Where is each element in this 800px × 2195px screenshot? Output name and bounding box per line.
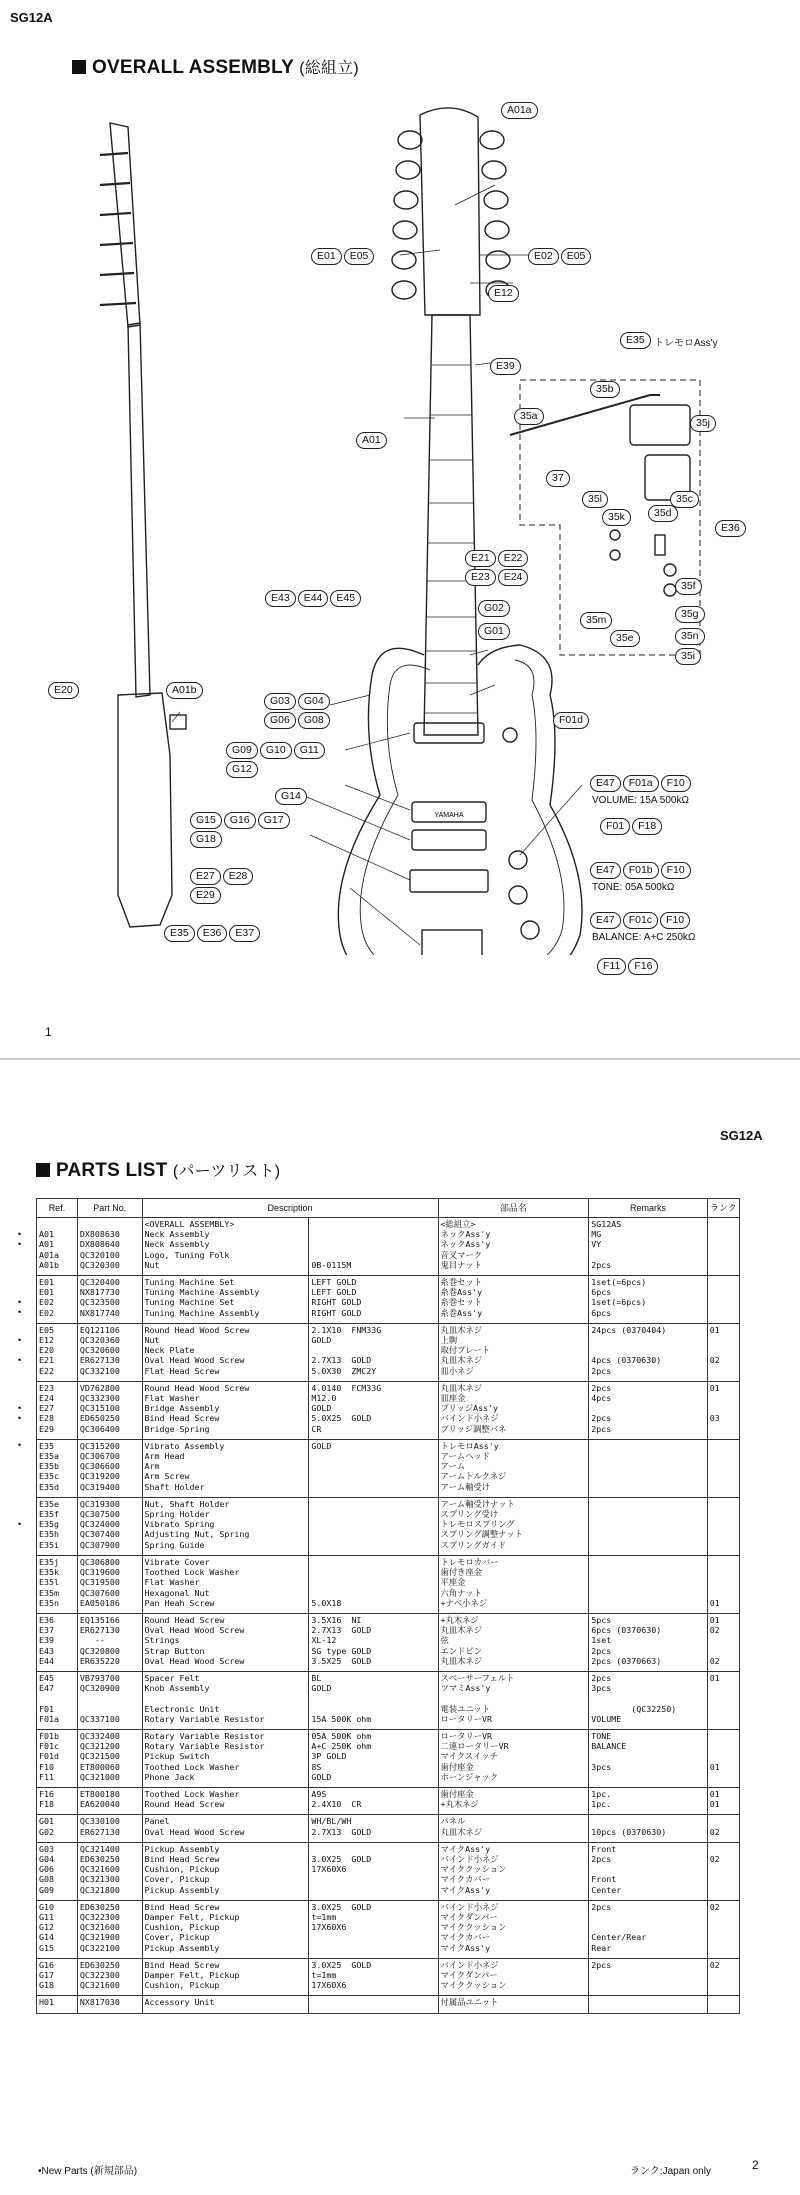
new-part-markers: • (18, 1518, 22, 1529)
cell-rank: 01 (707, 1729, 739, 1787)
callout-label: 35e (610, 630, 640, 647)
cell-spec: WH/BL/WH 2.7X13 GOLD (309, 1815, 438, 1842)
new-part-markers: • (18, 1440, 22, 1451)
frets (425, 365, 478, 713)
cell-rank (707, 1218, 739, 1276)
cell-rank: 02 (707, 1815, 739, 1842)
cell-part: VD762800 QC332300 QC315100 ED650250 QC306400 (77, 1381, 142, 1439)
table-row (37, 1671, 740, 1729)
cell-spec: LEFT GOLD LEFT GOLD RIGHT GOLD RIGHT GOLD (309, 1276, 438, 1324)
callout-label: E35 (164, 925, 195, 942)
callout-label: 35j (690, 415, 716, 432)
callout-label: A01b (166, 682, 203, 699)
callout-e21 (465, 550, 528, 567)
callout-g01 (478, 623, 510, 640)
pickup-rear (412, 830, 486, 850)
callout-35i (675, 648, 701, 665)
cell-rank (707, 1439, 739, 1497)
table-row (37, 1218, 740, 1276)
callout-e47c (590, 912, 690, 929)
callout-35e (610, 630, 640, 647)
callout-label: F16 (628, 958, 658, 975)
cell-remarks: 5pcs 6pcs (0370630) 1set 2pcs 2pcs (0370663) (589, 1613, 707, 1671)
cell-rank: 01 01 (707, 1787, 739, 1814)
cell-ref: E23 E24 E27 E28 E29 (37, 1381, 78, 1439)
cell-jp: スペーサーフェルト ツマミAss'y 電装ユニット ロータリーVR (438, 1671, 589, 1729)
callout-35m (580, 612, 612, 629)
cell-remarks (589, 1497, 707, 1555)
cell-spec: 05A 500K ohm A+C 250K ohm 3P GOLD 8S GOLD (309, 1729, 438, 1787)
title-text: OVERALL ASSEMBLY (92, 57, 294, 78)
cell-part: NX817030 (77, 1996, 142, 2013)
bridge (410, 870, 488, 892)
cell-part: ED630250 QC322300 QC321600 (77, 1958, 142, 1996)
callout-label: 35a (514, 408, 544, 425)
table-row (37, 1787, 740, 1814)
cell-desc: Bind Head Screw Damper Felt, Pickup Cushion, Pickup Cover, Pickup Pickup Assembly (142, 1900, 309, 1958)
cell-ref: E35j E35k E35l E35m E35n (37, 1555, 78, 1613)
knob-tone (509, 886, 527, 904)
cell-desc: Round Head Wood Screw Nut Neck Plate Oval Head Wood Screw Flat Head Screw (142, 1323, 309, 1381)
cell-rank (707, 1996, 739, 2013)
col-part-no: Part No. (77, 1199, 142, 1218)
callout-f01d (553, 712, 589, 729)
cell-desc: Panel Oval Head Wood Screw (142, 1815, 309, 1842)
callout-label: G06 (264, 712, 296, 729)
callout-label: F01 (600, 818, 630, 835)
callout-label: E22 (498, 550, 529, 567)
cell-spec: 3.0X25 GOLD 17X60X6 (309, 1842, 438, 1900)
callout-35l (582, 491, 608, 508)
col-rank: ランク (707, 1199, 739, 1218)
footnote-new-parts: •New Parts (新規部品) (38, 2166, 138, 2177)
callout-label: E23 (465, 569, 496, 586)
callout-a01b (166, 682, 203, 699)
cell-rank: 01 (707, 1555, 739, 1613)
table-header (37, 1199, 740, 1218)
col-ref: Ref. (37, 1199, 78, 1218)
cell-remarks (589, 1996, 707, 2013)
table-row (37, 1996, 740, 2013)
cell-spec: 2.1X10 FNM33G GOLD 2.7X13 GOLD 5.0X30 ZMC2Y (309, 1323, 438, 1381)
cell-rank (707, 1497, 739, 1555)
cell-rank (707, 1276, 739, 1324)
callout-e01 (311, 248, 374, 265)
cell-spec (309, 1497, 438, 1555)
callout-label: F01d (553, 712, 589, 729)
cell-desc: <OVERALL ASSEMBLY> Neck Assembly Neck Assembly Logo, Tuning Folk Nut (142, 1218, 309, 1276)
callout-label: A01 (356, 432, 387, 449)
table-row (37, 1842, 740, 1900)
callout-label: E45 (330, 590, 361, 607)
callout-e36 (715, 520, 746, 537)
parts-list-title (36, 1158, 280, 1182)
cell-ref: E01 E01 E02 E02 (37, 1276, 78, 1324)
cell-rank: 01 (707, 1671, 739, 1729)
callout-label: 35b (590, 381, 620, 398)
callout-e35 (620, 332, 651, 349)
callout-label: F01c (623, 912, 658, 929)
cell-desc: Round Head Wood Screw Flat Washer Bridge Assembly Bind Head Screw Bridge Spring (142, 1381, 309, 1439)
callout-e39 (490, 358, 521, 375)
cell-jp: パネル 丸皿木ネジ (438, 1815, 589, 1842)
callout-label: F01b (623, 862, 659, 879)
callout-label: G09 (226, 742, 258, 759)
cell-spec: 4.0140 FCM33G M12.0 GOLD 5.0X25 GOLD CR (309, 1381, 438, 1439)
callout-g12 (226, 761, 258, 778)
cell-desc: Rotary Variable Resistor Rotary Variable Resistor Pickup Switch Toothed Lock Washer Phone Jack (142, 1729, 309, 1787)
new-part-markers: • • (18, 1228, 22, 1249)
callout-e12 (488, 285, 519, 302)
cell-part: QC330100 ER627130 (77, 1815, 142, 1842)
cell-jp: トレモロカバー 歯付き座金 平座金 六角ナット +ナベ小ネジ (438, 1555, 589, 1613)
cell-spec: GOLD (309, 1439, 438, 1497)
callout-label: E47 (590, 775, 621, 792)
cell-remarks: 2pcs Center/Rear Rear (589, 1900, 707, 1958)
cell-ref: G03 G04 G06 G08 G09 (37, 1842, 78, 1900)
guitar-diagram (0, 95, 800, 955)
callout-label: F10 (661, 775, 691, 792)
cell-desc: Vibrate Cover Toothed Lock Washer Flat Washer Hexagonal Nut Pan Heah Screw (142, 1555, 309, 1613)
callout-label: E44 (298, 590, 329, 607)
cell-spec: A9S 2.4X10 CR (309, 1787, 438, 1814)
table-row (37, 1497, 740, 1555)
cell-ref: E45 E47 F01 F01a (37, 1671, 78, 1729)
callout-35j (690, 415, 716, 432)
callout-g09 (226, 742, 325, 759)
callout-label: G12 (226, 761, 258, 778)
cell-rank: 02 (707, 1958, 739, 1996)
callout-label: G02 (478, 600, 510, 617)
side-view-neck (128, 323, 150, 697)
callout-label: E47 (590, 912, 621, 929)
callout-a01 (356, 432, 387, 449)
callout-label: G03 (264, 693, 296, 710)
callout-label: E37 (229, 925, 260, 942)
callout-label: G11 (294, 742, 325, 759)
parts-title-text: PARTS LIST (56, 1160, 168, 1181)
switch (503, 728, 517, 742)
callout-label: G08 (298, 712, 330, 729)
callout-label: E27 (190, 868, 221, 885)
callout-label: E01 (311, 248, 342, 265)
callout-label: G01 (478, 623, 510, 640)
cell-rank: 02 (707, 1900, 739, 1958)
callout-label: E29 (190, 887, 221, 904)
callout-label: E21 (465, 550, 496, 567)
cell-desc: Accessory Unit (142, 1996, 309, 2013)
callout-label: G04 (298, 693, 330, 710)
callout-label: E02 (528, 248, 559, 265)
callout-label: F01a (623, 775, 659, 792)
page-number-2: 2 (752, 2158, 759, 2172)
cell-part: ED630250 QC322300 QC321600 QC321900 QC322100 (77, 1900, 142, 1958)
table-row (37, 1439, 740, 1497)
cell-spec (309, 1996, 438, 2013)
cell-part: VB793700 QC320900 QC337100 (77, 1671, 142, 1729)
callout-e20 (48, 682, 79, 699)
pickup-logo: YAMAHA (434, 812, 464, 819)
cell-part: QC321400 ED630250 QC321600 QC321300 QC321800 (77, 1842, 142, 1900)
headstock (420, 108, 480, 315)
callout-label: 37 (546, 470, 570, 487)
table-row (37, 1900, 740, 1958)
cell-remarks: TONE BALANCE 3pcs (589, 1729, 707, 1787)
page-divider (0, 1058, 800, 1060)
cell-jp: マイクAss'y バインド小ネジ マイククッション マイクカバー マイクAss'y (438, 1842, 589, 1900)
cell-ref: E35 E35a E35b E35c E35d (37, 1439, 78, 1497)
knob-volume (509, 851, 527, 869)
callout-g02 (478, 600, 510, 617)
cell-jp: +丸木ネジ 丸皿木ネジ 弦 エンドピン 丸皿木ネジ (438, 1613, 589, 1671)
col-description: Description (142, 1199, 438, 1218)
cell-ref: G10 G11 G12 G14 G15 (37, 1900, 78, 1958)
callout-label: F10 (661, 862, 691, 879)
cell-desc: Pickup Assembly Bind Head Screw Cushion, Pickup Cover, Pickup Pickup Assembly (142, 1842, 309, 1900)
callout-label: A01a (501, 102, 538, 119)
table-row (37, 1555, 740, 1613)
cell-part: QC319300 QC307500 QC324000 QC307400 QC307900 (77, 1497, 142, 1555)
callout-37 (546, 470, 570, 487)
callout-label: G15 (190, 812, 222, 829)
cell-part: ET800180 EA620040 (77, 1787, 142, 1814)
cell-remarks (589, 1439, 707, 1497)
cell-ref: G16 G17 G18 (37, 1958, 78, 1996)
callout-a01a (501, 102, 538, 119)
cell-remarks: 2pcs 4pcs 2pcs 2pcs (589, 1381, 707, 1439)
callout-label: 35f (675, 578, 702, 595)
callout-e43 (265, 590, 361, 607)
cell-desc: Tuning Machine Set Tuning Machine Assembly Tuning Machine Set Tuning Machine Assembly (142, 1276, 309, 1324)
parts-title-jp: (パーツリスト) (172, 1163, 281, 1180)
cell-spec: 3.5X16 NI 2.7X13 GOLD XL-12 SG type GOLD 3.5X25 GOLD (309, 1613, 438, 1671)
cell-ref: E05 E12 E20 E21 E22 (37, 1323, 78, 1381)
cell-rank: 01 02 (707, 1323, 739, 1381)
callout-35d (648, 505, 678, 522)
cell-jp: 付属品ユニット (438, 1996, 589, 2013)
cell-part: QC315200 QC306700 QC306600 QC319200 QC319400 (77, 1439, 142, 1497)
table-row (37, 1729, 740, 1787)
table-row (37, 1958, 740, 1996)
balance-note: BALANCE: A+C 250kΩ (592, 932, 696, 943)
model-label-page2: SG12A (720, 1128, 763, 1143)
cell-jp: 丸皿木ネジ 上駒 取付プレート 丸皿木ネジ 皿小ネジ (438, 1323, 589, 1381)
knob-balance (521, 921, 539, 939)
cell-ref: A01 A01 A01a A01b (37, 1218, 78, 1276)
callout-label: E28 (223, 868, 254, 885)
callout-g06 (264, 712, 330, 729)
cell-remarks: 2pcs 3pcs (QC32250) VOLUME (589, 1671, 707, 1729)
callout-label: 35i (675, 648, 701, 665)
callout-label: F11 (597, 958, 626, 975)
cell-part: QC320400 NX817730 QC323500 NX817740 (77, 1276, 142, 1324)
tremolo-plate (630, 405, 690, 445)
cell-jp: 歯付座金 +丸木ネジ (438, 1787, 589, 1814)
table-row (37, 1323, 740, 1381)
cell-ref: E35e E35f E35g E35h E35i (37, 1497, 78, 1555)
callout-label: E35 (620, 332, 651, 349)
cell-remarks: 24pcs (0370404) 4pcs (0370630) 2pcs (589, 1323, 707, 1381)
callout-35a (514, 408, 544, 425)
callout-e35b (164, 925, 260, 942)
callout-f11 (597, 958, 658, 975)
cell-ref: E36 E37 E39 E43 E44 (37, 1613, 78, 1671)
callout-label: E24 (498, 569, 529, 586)
callout-label: 35l (582, 491, 608, 508)
callout-e29 (190, 887, 221, 904)
cell-jp: ロータリーVR 二連ロータリーVR マイクスイッチ 歯付座金 ホーンジャック (438, 1729, 589, 1787)
callout-label: E05 (344, 248, 375, 265)
cell-remarks: 1pc. 1pc. (589, 1787, 707, 1814)
callout-label: E39 (490, 358, 521, 375)
cell-spec: 3.0X25 GOLD t=1mm 17X60X6 (309, 1900, 438, 1958)
cell-remarks (589, 1555, 707, 1613)
callout-e47b (590, 862, 691, 879)
heading-square-icon (36, 1163, 50, 1177)
tuner-pegs (392, 131, 510, 299)
body-binding (360, 660, 564, 955)
cell-desc: Spacer Felt Knob Assembly Electronic Unit Rotary Variable Resistor (142, 1671, 309, 1729)
cell-ref: H01 (37, 1996, 78, 2013)
cell-spec: BL GOLD 15A 500K ohm (309, 1671, 438, 1729)
cell-jp: バインド小ネジ マイクダンパー マイククッション マイクカバー マイクAss'y (438, 1900, 589, 1958)
callout-label: E20 (48, 682, 79, 699)
col-remarks: Remarks (589, 1199, 707, 1218)
footnote-rank: ランク:Japan only (630, 2166, 711, 2177)
callout-label: E43 (265, 590, 296, 607)
page-number-1: 1 (45, 1025, 52, 1039)
callout-g14 (275, 788, 307, 805)
neck (424, 315, 478, 735)
callout-label: 35d (648, 505, 678, 522)
cell-spec: 0B-0115M (309, 1218, 438, 1276)
page-title (72, 55, 359, 79)
volume-note: VOLUME: 15A 500kΩ (592, 795, 689, 806)
callout-label: E47 (590, 862, 621, 879)
cell-jp: 糸巻セット 糸巻Ass'y 糸巻セット 糸巻Ass'y (438, 1276, 589, 1324)
cell-ref: G01 G02 (37, 1815, 78, 1842)
callout-label: E36 (197, 925, 228, 942)
callout-label: 35c (670, 491, 699, 508)
callout-35n (675, 628, 705, 645)
callout-e47a (590, 775, 691, 792)
callout-label: E05 (561, 248, 592, 265)
callout-label: G18 (190, 831, 222, 848)
cell-ref: F16 F18 (37, 1787, 78, 1814)
side-view-body (118, 693, 172, 927)
callout-label: 35g (675, 606, 705, 623)
cell-part: QC332400 QC321200 QC321500 ET800060 QC321000 (77, 1729, 142, 1787)
col-jp-name: 部品名 (438, 1199, 589, 1218)
model-label-page1: SG12A (10, 10, 53, 25)
table-row (37, 1381, 740, 1439)
cell-jp: アーム軸受けナット スプリング受け トレモロスプリング スプリング調整ナット スプリングガイド (438, 1497, 589, 1555)
cell-desc: Round Head Screw Oval Head Wood Screw Strings Strap Button Oval Head Wood Screw (142, 1613, 309, 1671)
new-part-markers: • • (18, 1334, 22, 1365)
callout-f01 (600, 818, 662, 835)
cell-part: DX808630 DX808640 QC320100 QC320300 (77, 1218, 142, 1276)
parts-table (36, 1198, 740, 2014)
cell-desc: Nut, Shaft Holder Spring Holder Vibrato Spring Adjusting Nut, Spring Spring Guide (142, 1497, 309, 1555)
callout-e02 (528, 248, 591, 265)
table-row (37, 1815, 740, 1842)
callout-label: 35m (580, 612, 612, 629)
cell-part: EQ135166 ER627130 -- QC320800 ER635220 (77, 1613, 142, 1671)
cell-jp: 丸皿木ネジ 皿座金 ブリッジAss'y バインド小ネジ ブリッジ調整バネ (438, 1381, 589, 1439)
cell-spec: 3.0X25 GOLD t=1mm 17X60X6 (309, 1958, 438, 1996)
table-row (37, 1276, 740, 1324)
cell-remarks: 2pcs (589, 1958, 707, 1996)
callout-g15 (190, 812, 290, 829)
heading-square-icon (72, 60, 86, 74)
tailpiece (422, 930, 482, 955)
title-jp: (総組立) (299, 60, 359, 77)
cell-jp: トレモロAss'y アームヘッド アーム アームトルクネジ アーム軸受け (438, 1439, 589, 1497)
callout-35b (590, 381, 620, 398)
callout-35g (675, 606, 705, 623)
table-row (37, 1613, 740, 1671)
cell-spec: 5.0X18 (309, 1555, 438, 1613)
cell-remarks: 1set(=6pcs) 6pcs 1set(=6pcs) 6pcs (589, 1276, 707, 1324)
cell-jp: <総組立> ネックAss'y ネックAss'y 音叉マーク 鬼目ナット (438, 1218, 589, 1276)
cell-rank: 01 03 (707, 1381, 739, 1439)
callout-label: F10 (660, 912, 690, 929)
callout-label: F18 (632, 818, 662, 835)
cell-part: EQ121106 QC320360 QC320600 ER627130 QC332100 (77, 1323, 142, 1381)
callout-label: G16 (224, 812, 256, 829)
callout-g18 (190, 831, 222, 848)
cell-jp: バインド小ネジ マイクダンパー マイククッション (438, 1958, 589, 1996)
callout-label: E12 (488, 285, 519, 302)
tone-note: TONE: 05A 500kΩ (592, 882, 675, 893)
new-part-markers: • • (18, 1296, 22, 1318)
callout-e23 (465, 569, 528, 586)
callout-g03 (264, 693, 330, 710)
cell-part: QC306800 QC319600 QC319500 QC307600 EA050186 (77, 1555, 142, 1613)
cell-rank: 02 (707, 1842, 739, 1900)
callout-label: 35k (602, 509, 631, 526)
cell-desc: Toothed Lock Washer Round Head Screw (142, 1787, 309, 1814)
cell-remarks: SG12AS MG VY 2pcs (589, 1218, 707, 1276)
cell-remarks: Front 2pcs Front Center (589, 1842, 707, 1900)
callout-e27 (190, 868, 253, 885)
cell-ref: F01b F01c F01d F10 F11 (37, 1729, 78, 1787)
callout-label: G10 (260, 742, 292, 759)
cell-desc: Bind Head Screw Damper Felt, Pickup Cushion, Pickup (142, 1958, 309, 1996)
callout-label: E36 (715, 520, 746, 537)
callout-35f (675, 578, 702, 595)
cell-remarks: 10pcs (0370630) (589, 1815, 707, 1842)
callout-label: G14 (275, 788, 307, 805)
callout-label: G17 (258, 812, 290, 829)
cell-desc: Vibrato Assembly Arm Head Arm Arm Screw Shaft Holder (142, 1439, 309, 1497)
new-part-markers: • • (18, 1402, 22, 1423)
callout-35k (602, 509, 631, 526)
tremolo-note: トレモロAss'y (654, 338, 718, 349)
cell-rank: 01 02 02 (707, 1613, 739, 1671)
callout-label: 35n (675, 628, 705, 645)
